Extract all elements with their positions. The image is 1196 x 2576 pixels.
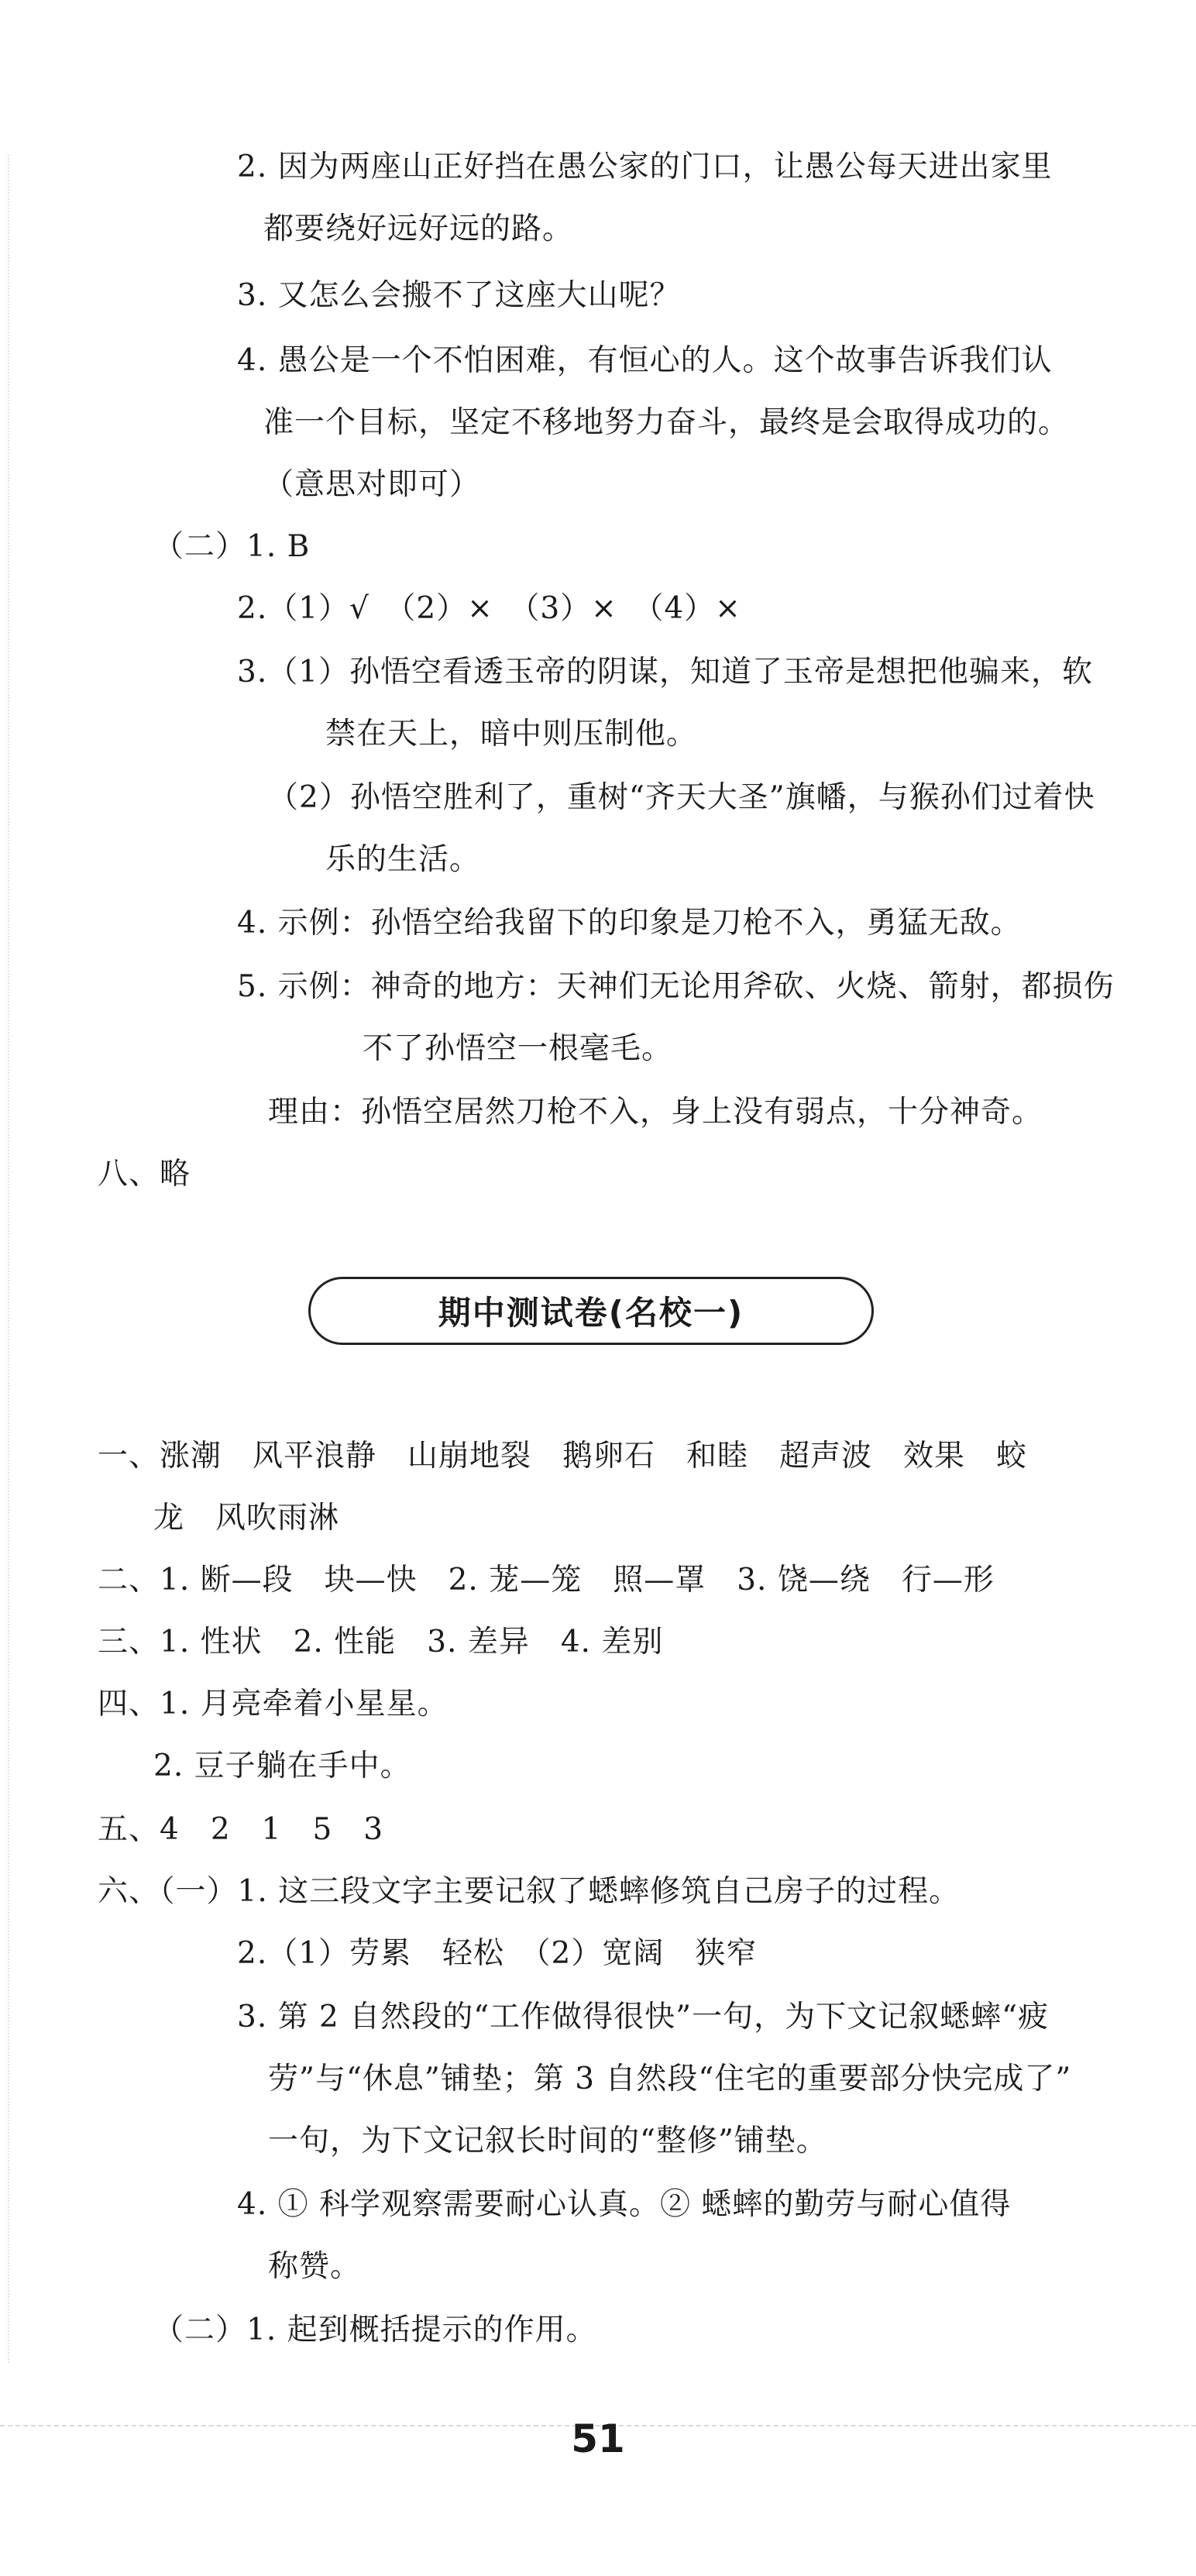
answer-line: 不了孙悟空一根毫毛。 [363, 1031, 673, 1066]
answer-line: （2）孙悟空胜利了，重树“齐天大圣”旗幡，与猴孙们过着快 [268, 780, 1095, 815]
answer-line: （二）1. 起到概括提示的作用。 [153, 2313, 597, 2347]
answer-line: 理由：孙悟空居然刀枪不入，身上没有弱点，十分神奇。 [268, 1095, 1043, 1130]
answer-line: 准一个目标，坚定不移地努力奋斗，最终是会取得成功的。 [263, 405, 1070, 440]
answer-line: 三、1. 性状 2. 性能 3. 差异 4. 差别 [98, 1625, 664, 1659]
answer-line: 5. 示例：神奇的地方：天神们无论用斧砍、火烧、箭射，都损伤 [237, 969, 1115, 1004]
answer-line: 称赞。 [268, 2249, 362, 2284]
answer-line: （意思对即可） [263, 467, 481, 502]
answer-line: 一句，为下文记叙长时间的“整修”铺垫。 [268, 2124, 827, 2158]
answer-line: 四、1. 月亮牵着小星星。 [98, 1687, 448, 1721]
answer-line: 3. 又怎么会搬不了这座大山呢？ [237, 278, 681, 313]
answer-line: 都要绕好远好远的路。 [263, 212, 574, 246]
answer-line: 2.（1）√ （2）× （3）× （4）× [237, 591, 741, 626]
answer-line: 劳”与“休息”铺垫；第 3 自然段“住宅的重要部分快完成了” [268, 2062, 1072, 2096]
answer-line: 2. 因为两座山正好挡在愚公家的门口，让愚公每天进出家里 [237, 150, 1053, 184]
answer-line: 4. ① 科学观察需要耐心认真。② 蟋蟀的勤劳与耐心值得 [237, 2187, 1012, 2222]
section-title: 期中测试卷(名校一) [438, 1294, 744, 1332]
answer-line: 一、涨潮 风平浪静 山崩地裂 鹅卵石 和睦 超声波 效果 蛟 [98, 1439, 1028, 1474]
answer-line: 3. 第 2 自然段的“工作做得很快”一句，为下文记叙蟋蟀“疲 [237, 2000, 1050, 2034]
answer-line: 龙 风吹雨淋 [153, 1501, 340, 1536]
answer-line: 乐的生活。 [325, 842, 481, 877]
page-number: 51 [571, 2416, 625, 2461]
answer-line: 五、4 2 1 5 3 [98, 1812, 384, 1847]
answer-line: （二）1. B [153, 529, 311, 564]
page-edge-shadow [8, 155, 9, 2363]
answer-line: 3.（1）孙悟空看透玉帝的阴谋，知道了玉帝是想把他骗来，软 [237, 655, 1094, 690]
answer-line: 八、略 [98, 1157, 191, 1192]
answer-line: 二、1. 断—段 块—快 2. 茏—笼 照—罩 3. 饶—绕 行—形 [98, 1563, 995, 1598]
section-title-box [308, 1277, 874, 1345]
answer-line: 2. 豆子躺在手中。 [153, 1749, 411, 1783]
answer-line: 4. 愚公是一个不怕困难，有恒心的人。这个故事告诉我们认 [237, 343, 1053, 378]
answer-line: 4. 示例：孙悟空给我留下的印象是刀枪不入，勇猛无敌。 [237, 906, 1022, 941]
answer-line: 禁在天上，暗中则压制他。 [325, 717, 698, 751]
answer-line: 六、（一）1. 这三段文字主要记叙了蟋蟀修筑自己房子的过程。 [98, 1874, 961, 1909]
answer-line: 2.（1）劳累 轻松 （2）宽阔 狭窄 [237, 1936, 758, 1971]
